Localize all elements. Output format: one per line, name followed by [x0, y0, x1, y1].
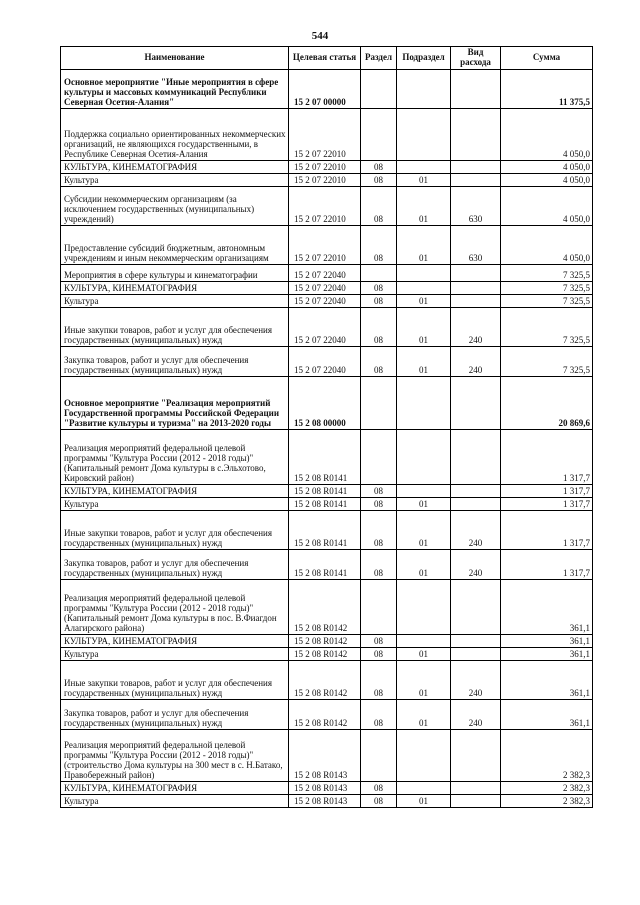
table-cell-section: 08	[361, 795, 397, 808]
table-row	[61, 730, 593, 782]
table-cell-target: 15 2 08 R0142	[289, 700, 361, 730]
table-cell-expense-type	[451, 580, 501, 635]
table-cell-name: КУЛЬТУРА, КИНЕМАТОГРАФИЯ	[61, 161, 289, 174]
table-row	[61, 648, 593, 661]
table-cell-section: 08	[361, 174, 397, 187]
table-cell-name: КУЛЬТУРА, КИНЕМАТОГРАФИЯ	[61, 782, 289, 795]
table-cell-target: 15 2 07 22040	[289, 347, 361, 377]
table-cell-section: 08	[361, 187, 397, 226]
table-cell-name: Предоставление субсидий бюджетным, автономным учреждениям и иным некоммерческим организациям	[61, 226, 289, 265]
table-cell-sum: 361,1	[501, 635, 593, 648]
table-cell-subsection: 01	[397, 226, 451, 265]
table-cell-target: 15 2 07 00000	[289, 70, 361, 109]
table-cell-section	[361, 430, 397, 485]
table-row	[61, 70, 593, 109]
table-row	[61, 795, 593, 808]
table-cell-expense-type	[451, 485, 501, 498]
table-row	[61, 550, 593, 580]
table-cell-expense-type: 240	[451, 550, 501, 580]
table-cell-name: Культура	[61, 174, 289, 187]
table-cell-sum: 4 050,0	[501, 174, 593, 187]
table-row	[61, 661, 593, 700]
table-cell-subsection	[397, 730, 451, 782]
header-section: Раздел	[361, 47, 397, 70]
table-row	[61, 347, 593, 377]
table-cell-expense-type	[451, 430, 501, 485]
table-row	[61, 295, 593, 308]
table-cell-name: Иные закупки товаров, работ и услуг для обеспечения государственных (муниципальных) нужд	[61, 511, 289, 550]
table-cell-section: 08	[361, 161, 397, 174]
table-cell-subsection: 01	[397, 295, 451, 308]
table-cell-target: 15 2 08 R0142	[289, 580, 361, 635]
table-cell-subsection: 01	[397, 795, 451, 808]
table-cell-target: 15 2 08 00000	[289, 377, 361, 430]
table-cell-name: Культура	[61, 795, 289, 808]
table-cell-sum: 2 382,3	[501, 795, 593, 808]
table-cell-target: 15 2 08 R0142	[289, 648, 361, 661]
table-cell-section	[361, 265, 397, 282]
table-cell-expense-type	[451, 161, 501, 174]
table-cell-subsection	[397, 109, 451, 161]
table-cell-subsection: 01	[397, 347, 451, 377]
table-cell-name: Основное мероприятие "Иные мероприятия в сфере культуры и массовых коммуникаций Республики Северная Осетия-Алания"	[61, 70, 289, 109]
table-cell-subsection: 01	[397, 187, 451, 226]
table-cell-target: 15 2 07 22040	[289, 308, 361, 347]
table-cell-section: 08	[361, 511, 397, 550]
table-cell-sum: 361,1	[501, 580, 593, 635]
table-cell-expense-type: 240	[451, 511, 501, 550]
table-cell-name: Мероприятия в сфере культуры и кинематографии	[61, 265, 289, 282]
table-row	[61, 700, 593, 730]
table-cell-expense-type	[451, 498, 501, 511]
table-cell-section: 08	[361, 226, 397, 265]
table-cell-sum: 4 050,0	[501, 161, 593, 174]
table-body	[61, 70, 593, 808]
table-cell-expense-type	[451, 648, 501, 661]
table-cell-sum: 7 325,5	[501, 265, 593, 282]
table-row	[61, 635, 593, 648]
table-cell-target: 15 2 08 R0143	[289, 730, 361, 782]
table-cell-subsection	[397, 430, 451, 485]
table-cell-target: 15 2 07 22010	[289, 161, 361, 174]
table-cell-subsection: 01	[397, 498, 451, 511]
table-row	[61, 226, 593, 265]
table-cell-subsection	[397, 782, 451, 795]
table-cell-target: 15 2 08 R0141	[289, 511, 361, 550]
table-cell-name: КУЛЬТУРА, КИНЕМАТОГРАФИЯ	[61, 635, 289, 648]
table-cell-subsection	[397, 580, 451, 635]
table-cell-sum: 1 317,7	[501, 485, 593, 498]
table-row	[61, 782, 593, 795]
table-cell-name: Поддержка социально ориентированных некоммерческих организаций, не являющихся государственными, в Республике Северная Осетия-Алания	[61, 109, 289, 161]
header-sum: Сумма	[501, 47, 593, 70]
table-cell-section: 08	[361, 295, 397, 308]
table-cell-name: Культура	[61, 498, 289, 511]
table-cell-expense-type	[451, 109, 501, 161]
table-cell-name: КУЛЬТУРА, КИНЕМАТОГРАФИЯ	[61, 485, 289, 498]
table-cell-target: 15 2 08 R0142	[289, 635, 361, 648]
table-cell-section: 08	[361, 782, 397, 795]
table-cell-target: 15 2 07 22040	[289, 295, 361, 308]
table-cell-name: Иные закупки товаров, работ и услуг для обеспечения государственных (муниципальных) нужд	[61, 308, 289, 347]
table-row	[61, 109, 593, 161]
table-cell-expense-type	[451, 782, 501, 795]
table-cell-section: 08	[361, 498, 397, 511]
table-cell-name: Культура	[61, 295, 289, 308]
table-cell-expense-type	[451, 730, 501, 782]
table-cell-expense-type: 240	[451, 661, 501, 700]
header-expense-type: Вид расхода	[451, 47, 501, 70]
table-cell-sum: 2 382,3	[501, 782, 593, 795]
table-cell-name: Культура	[61, 648, 289, 661]
header-subsection: Подраздел	[397, 47, 451, 70]
table-cell-target: 15 2 07 22010	[289, 187, 361, 226]
table-cell-name: Иные закупки товаров, работ и услуг для обеспечения государственных (муниципальных) нужд	[61, 661, 289, 700]
table-cell-subsection	[397, 485, 451, 498]
table-cell-target: 15 2 07 22040	[289, 282, 361, 295]
header-row	[61, 47, 593, 70]
table-row	[61, 498, 593, 511]
table-cell-expense-type: 240	[451, 700, 501, 730]
table-cell-name: Закупка товаров, работ и услуг для обеспечения государственных (муниципальных) нужд	[61, 347, 289, 377]
table-row	[61, 377, 593, 430]
table-cell-target: 15 2 08 R0141	[289, 485, 361, 498]
page-number: 544	[311, 30, 329, 42]
table-cell-subsection	[397, 377, 451, 430]
table-cell-target: 15 2 08 R0143	[289, 795, 361, 808]
table-cell-sum: 361,1	[501, 661, 593, 700]
table-row	[61, 187, 593, 226]
table-cell-subsection: 01	[397, 700, 451, 730]
table-cell-target: 15 2 08 R0142	[289, 661, 361, 700]
table-row	[61, 511, 593, 550]
table-cell-expense-type: 240	[451, 308, 501, 347]
table-cell-section: 08	[361, 661, 397, 700]
table-cell-subsection	[397, 265, 451, 282]
table-cell-name: Реализация мероприятий федеральной целевой программы "Культура России (2012 - 2018 годы)" (Капитальный ремонт Дома культуры в пос. В.Фиагдон Алагирского района)	[61, 580, 289, 635]
table-cell-expense-type: 630	[451, 187, 501, 226]
table-row	[61, 161, 593, 174]
table-cell-sum: 4 050,0	[501, 226, 593, 265]
table-cell-section: 08	[361, 550, 397, 580]
table-cell-subsection: 01	[397, 661, 451, 700]
table-cell-target: 15 2 08 R0141	[289, 550, 361, 580]
table-cell-section: 08	[361, 648, 397, 661]
table-cell-name: Закупка товаров, работ и услуг для обеспечения государственных (муниципальных) нужд	[61, 550, 289, 580]
table-cell-sum: 7 325,5	[501, 295, 593, 308]
table-cell-section: 08	[361, 485, 397, 498]
table-cell-target: 15 2 08 R0143	[289, 782, 361, 795]
table-cell-subsection: 01	[397, 308, 451, 347]
table-cell-section	[361, 580, 397, 635]
table-cell-section: 08	[361, 635, 397, 648]
table-row	[61, 485, 593, 498]
table-row	[61, 580, 593, 635]
table-cell-expense-type: 240	[451, 347, 501, 377]
table-cell-target: 15 2 07 22010	[289, 109, 361, 161]
table-cell-name: Реализация мероприятий федеральной целевой программы "Культура России (2012 - 2018 годы)" (строительство Дома культуры на 300 мест в с. Н.Батако, Правобережный район)	[61, 730, 289, 782]
table-cell-target: 15 2 08 R0141	[289, 498, 361, 511]
table-cell-target: 15 2 07 22010	[289, 226, 361, 265]
table-row	[61, 265, 593, 282]
table-cell-section	[361, 730, 397, 782]
table-cell-sum: 1 317,7	[501, 511, 593, 550]
table-cell-section: 08	[361, 700, 397, 730]
table-cell-target: 15 2 08 R0141	[289, 430, 361, 485]
budget-table	[60, 46, 593, 808]
table-cell-name: Субсидии некоммерческим организациям (за исключением государственных (муниципальных) учреждений)	[61, 187, 289, 226]
table-row	[61, 430, 593, 485]
table-cell-section	[361, 377, 397, 430]
header-name: Наименование	[61, 47, 289, 70]
table-row	[61, 308, 593, 347]
table-row	[61, 174, 593, 187]
header-target: Целевая статья	[289, 47, 361, 70]
table-cell-sum: 20 869,6	[501, 377, 593, 430]
table-cell-section: 08	[361, 282, 397, 295]
table-cell-expense-type	[451, 795, 501, 808]
table-cell-name: КУЛЬТУРА, КИНЕМАТОГРАФИЯ	[61, 282, 289, 295]
table-cell-sum: 1 317,7	[501, 430, 593, 485]
table-cell-sum: 11 375,5	[501, 70, 593, 109]
table-cell-sum: 7 325,5	[501, 308, 593, 347]
table-cell-subsection	[397, 70, 451, 109]
table-row	[61, 282, 593, 295]
table-cell-expense-type	[451, 174, 501, 187]
table-cell-subsection: 01	[397, 550, 451, 580]
table-cell-expense-type	[451, 265, 501, 282]
table-cell-subsection: 01	[397, 648, 451, 661]
table-cell-sum: 2 382,3	[501, 730, 593, 782]
table-cell-expense-type	[451, 295, 501, 308]
table-cell-expense-type	[451, 282, 501, 295]
table-cell-name: Основное мероприятие "Реализация мероприятий Государственной программы Российской Федерации "Развитие культуры и туризма" на 2013-2020 годы	[61, 377, 289, 430]
table-cell-section: 08	[361, 347, 397, 377]
table-cell-section	[361, 70, 397, 109]
table-cell-expense-type: 630	[451, 226, 501, 265]
table-cell-subsection	[397, 635, 451, 648]
table-cell-expense-type	[451, 70, 501, 109]
table-cell-subsection	[397, 161, 451, 174]
table-cell-name: Закупка товаров, работ и услуг для обеспечения государственных (муниципальных) нужд	[61, 700, 289, 730]
table-cell-name: Реализация мероприятий федеральной целевой программы "Культура России (2012 - 2018 годы)" (Капитальный ремонт Дома культуры в с.Эльхотово, Кировский район)	[61, 430, 289, 485]
table-cell-sum: 4 050,0	[501, 187, 593, 226]
table-cell-sum: 1 317,7	[501, 550, 593, 580]
table-cell-sum: 7 325,5	[501, 282, 593, 295]
table-cell-section: 08	[361, 308, 397, 347]
table-cell-target: 15 2 07 22010	[289, 174, 361, 187]
table-cell-sum: 361,1	[501, 700, 593, 730]
table-cell-subsection	[397, 282, 451, 295]
table-cell-sum: 361,1	[501, 648, 593, 661]
table-cell-expense-type	[451, 635, 501, 648]
table-cell-sum: 4 050,0	[501, 109, 593, 161]
table-cell-expense-type	[451, 377, 501, 430]
table-cell-subsection: 01	[397, 511, 451, 550]
table-cell-target: 15 2 07 22040	[289, 265, 361, 282]
table-cell-subsection: 01	[397, 174, 451, 187]
table-cell-section	[361, 109, 397, 161]
table-cell-sum: 1 317,7	[501, 498, 593, 511]
table-cell-sum: 7 325,5	[501, 347, 593, 377]
